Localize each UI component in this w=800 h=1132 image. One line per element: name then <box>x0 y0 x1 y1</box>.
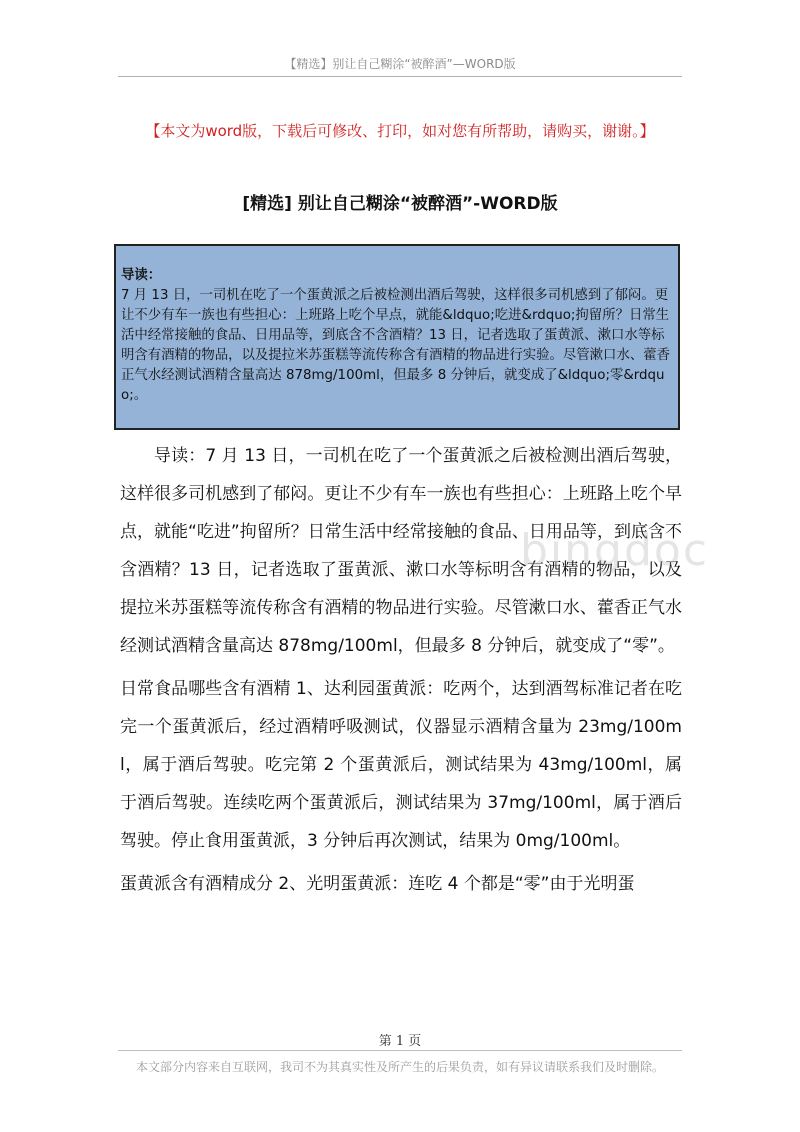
running-header: 【精选】别让自己糊涂“被醉酒”—WORD版 <box>284 57 516 71</box>
footer-divider <box>118 1050 682 1051</box>
summary-text: 7 月 13 日，一司机在吃了一个蛋黄派之后被检测出酒后驾驶，这样很多司机感到了郁闷。更让不少有车一族也有些担心：上班路上吃个早点，就能&ldquo;吃进&rdquo;拘留所？日常生活中经常接触的食品、日用品等，到底含不含酒精？13 日，记者选取了蛋黄派、漱口水等标明含有酒精的物品，以及提拉米苏蛋糕等流传称含有酒精的物品进行实验。尽管漱口水、藿香正气水经测试酒精含量高达 878mg/100ml，但最多 8 分钟后，就变成了&ldquo;零&rdquo;。 <box>121 288 671 403</box>
footer-disclaimer: 本文部分内容来自互联网，我司不为其真实性及所产生的后果负责，如有异议请联系我们及时删除。 <box>135 1060 664 1074</box>
watermark: bingdoc <box>520 525 710 576</box>
summary-label: 导读： <box>121 268 162 283</box>
summary-box <box>114 244 680 430</box>
body-paragraph: 日常食品哪些含有酒精 1、达利园蛋黄派：吃两个，达到酒驾标准记者在吃完一个蛋黄派后，经过酒精呼吸测试，仪器显示酒精含量为 23mg/100ml，属于酒后驾驶。吃完第 2 个蛋黄派后，测试结果为 43mg/100ml，属于酒后驾驶。连续吃两个蛋黄派后，测试结果为 37mg/100ml，属于酒后驾驶。停止食用蛋黄派，3 分钟后再次测试，结果为 0mg/100ml。 <box>120 679 682 851</box>
page-number: 第 1 页 <box>378 1034 422 1049</box>
body-paragraph: 导读：7 月 13 日，一司机在吃了一个蛋黄派之后被检测出酒后驾驶，这样很多司机感到了郁闷。更让不少有车一族也有些担心：上班路上吃个早点，就能“吃进”拘留所？日常生活中经常接触的食品、日用品等，到底含不含酒精？13 日，记者选取了蛋黄派、漱口水等标明含有酒精的物品，以及提拉米苏蛋糕等流传称含有酒精的物品进行实验。尽管漱口水、藿香正气水经测试酒精含量高达 878mg/100ml，但最多 8 分钟后，就变成了“零”。 <box>120 446 682 656</box>
header-divider <box>118 76 682 77</box>
body-paragraph: 蛋黄派含有酒精成分 2、光明蛋黄派：连吃 4 个都是“零”由于光明蛋 <box>120 874 635 894</box>
purchase-notice: 【本文为word版，下载后可修改、打印，如对您有所帮助，请购买，谢谢。】 <box>145 122 655 140</box>
document-title: [精选] 别让自己糊涂“被醉酒”-WORD版 <box>242 194 558 214</box>
article-body <box>120 437 682 903</box>
